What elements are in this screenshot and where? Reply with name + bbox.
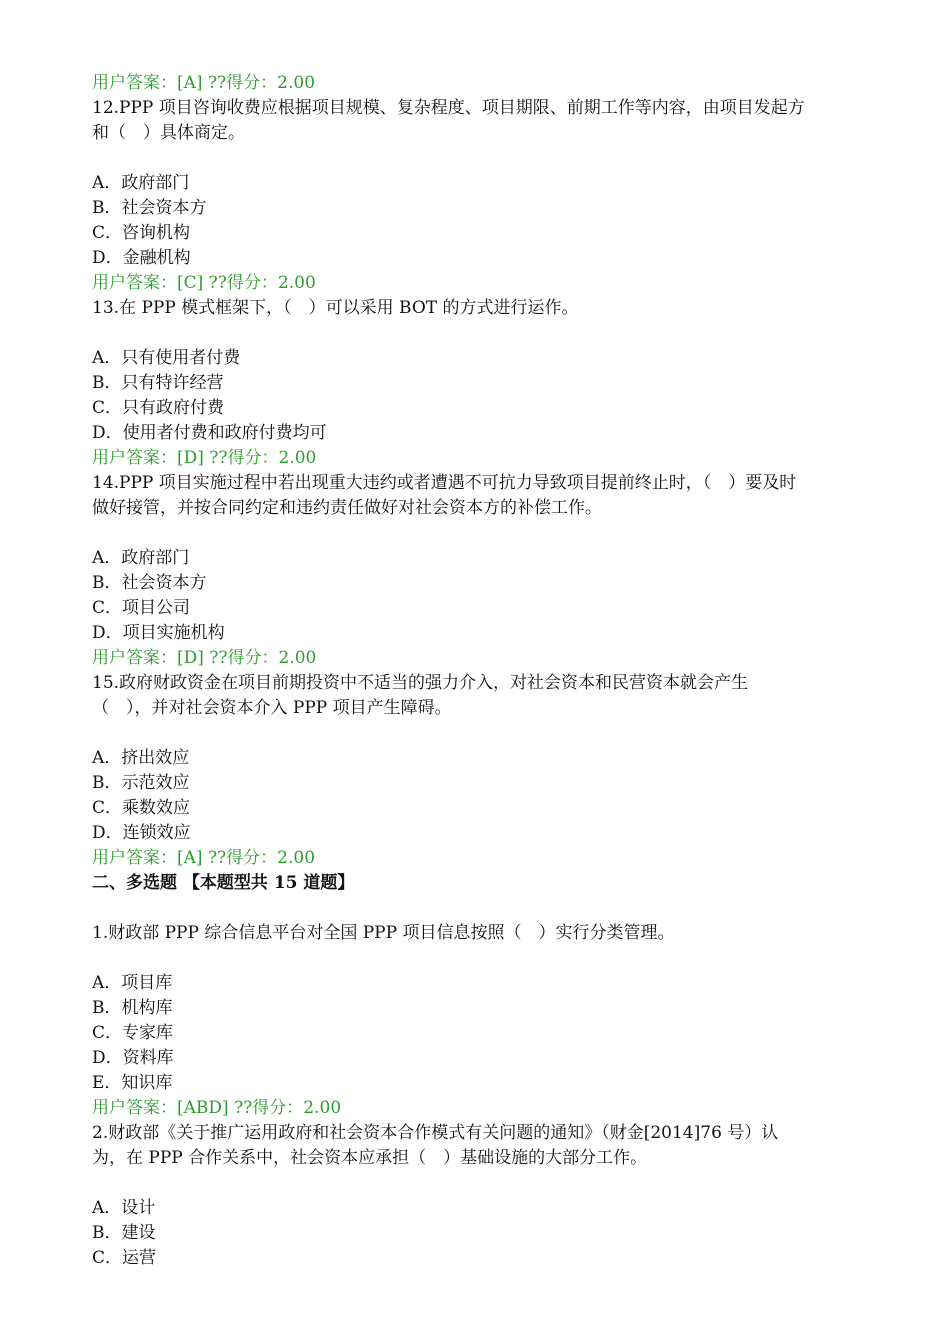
option: A．政府部门 — [92, 548, 190, 568]
question-stem: 15.政府财政资金在项目前期投资中不适当的强力介入，对社会资本和民营资本就会产生 — [92, 673, 749, 693]
question-stem: 2.财政部《关于推广运用政府和社会资本合作模式有关问题的通知》（财金[2014]76 号）认 — [92, 1123, 779, 1143]
option: B．示范效应 — [92, 773, 190, 793]
answer-line: 用户答案：[A] ??得分：2.00 — [92, 73, 316, 93]
option: A．设计 — [92, 1198, 156, 1218]
question-14 — [92, 471, 872, 671]
option: C．专家库 — [92, 1023, 174, 1043]
question-stem: 14.PPP 项目实施过程中若出现重大违约或者遭遇不可抗力导致项目提前终止时，（ ）要及时 — [92, 473, 797, 493]
option: B．社会资本方 — [92, 198, 207, 218]
multi-question-2 — [92, 1121, 872, 1271]
question-stem: 13.在 PPP 模式框架下，（ ）可以采用 BOT 的方式进行运作。 — [92, 298, 579, 318]
section-heading: 二、多选题 【本题型共 15 道题】 — [92, 873, 355, 893]
option: C．项目公司 — [92, 598, 191, 618]
question-12 — [92, 96, 872, 296]
option: B．社会资本方 — [92, 573, 207, 593]
option: A．政府部门 — [92, 173, 190, 193]
spacer — [92, 146, 872, 171]
option: D．资料库 — [92, 1048, 174, 1068]
answer-line: 用户答案：[D] ??得分：2.00 — [92, 648, 317, 668]
spacer — [92, 1171, 872, 1196]
answer-line: 用户答案：[A] ??得分：2.00 — [92, 848, 316, 868]
option: C．运营 — [92, 1248, 157, 1268]
option: D．连锁效应 — [92, 823, 191, 843]
option: C．只有政府付费 — [92, 398, 225, 418]
answer-line: 用户答案：[D] ??得分：2.00 — [92, 448, 317, 468]
option: E．知识库 — [92, 1073, 173, 1093]
spacer — [92, 946, 872, 971]
spacer — [92, 321, 872, 346]
option: D．使用者付费和政府付费均可 — [92, 423, 327, 443]
question-13 — [92, 296, 872, 471]
question-stem: 和（ ）具体商定。 — [92, 123, 245, 143]
option: A．挤出效应 — [92, 748, 190, 768]
option: B．机构库 — [92, 998, 173, 1018]
option: A．项目库 — [92, 973, 173, 993]
question-stem: 1.财政部 PPP 综合信息平台对全国 PPP 项目信息按照（ ）实行分类管理。 — [92, 923, 675, 943]
multi-question-1 — [92, 921, 872, 1121]
option: A．只有使用者付费 — [92, 348, 241, 368]
question-15 — [92, 671, 872, 871]
spacer — [92, 521, 872, 546]
document-content — [92, 71, 872, 1271]
option: D．金融机构 — [92, 248, 191, 268]
spacer — [92, 721, 872, 746]
answer-line: 用户答案：[ABD] ??得分：2.00 — [92, 1098, 342, 1118]
option: B．建设 — [92, 1223, 156, 1243]
option: D．项目实施机构 — [92, 623, 225, 643]
answer-line: 用户答案：[C] ??得分：2.00 — [92, 273, 316, 293]
question-stem: （ ），并对社会资本介入 PPP 项目产生障碍。 — [92, 698, 452, 718]
option: C．乘数效应 — [92, 798, 191, 818]
option: C．咨询机构 — [92, 223, 191, 243]
option: B．只有特许经营 — [92, 373, 224, 393]
question-stem: 为，在 PPP 合作关系中，社会资本应承担（ ）基础设施的大部分工作。 — [92, 1148, 648, 1168]
question-stem: 12.PPP 项目咨询收费应根据项目规模、复杂程度、项目期限、前期工作等内容，由项目发起方 — [92, 98, 805, 118]
spacer — [92, 896, 872, 921]
question-stem: 做好接管，并按合同约定和违约责任做好对社会资本方的补偿工作。 — [92, 498, 602, 518]
